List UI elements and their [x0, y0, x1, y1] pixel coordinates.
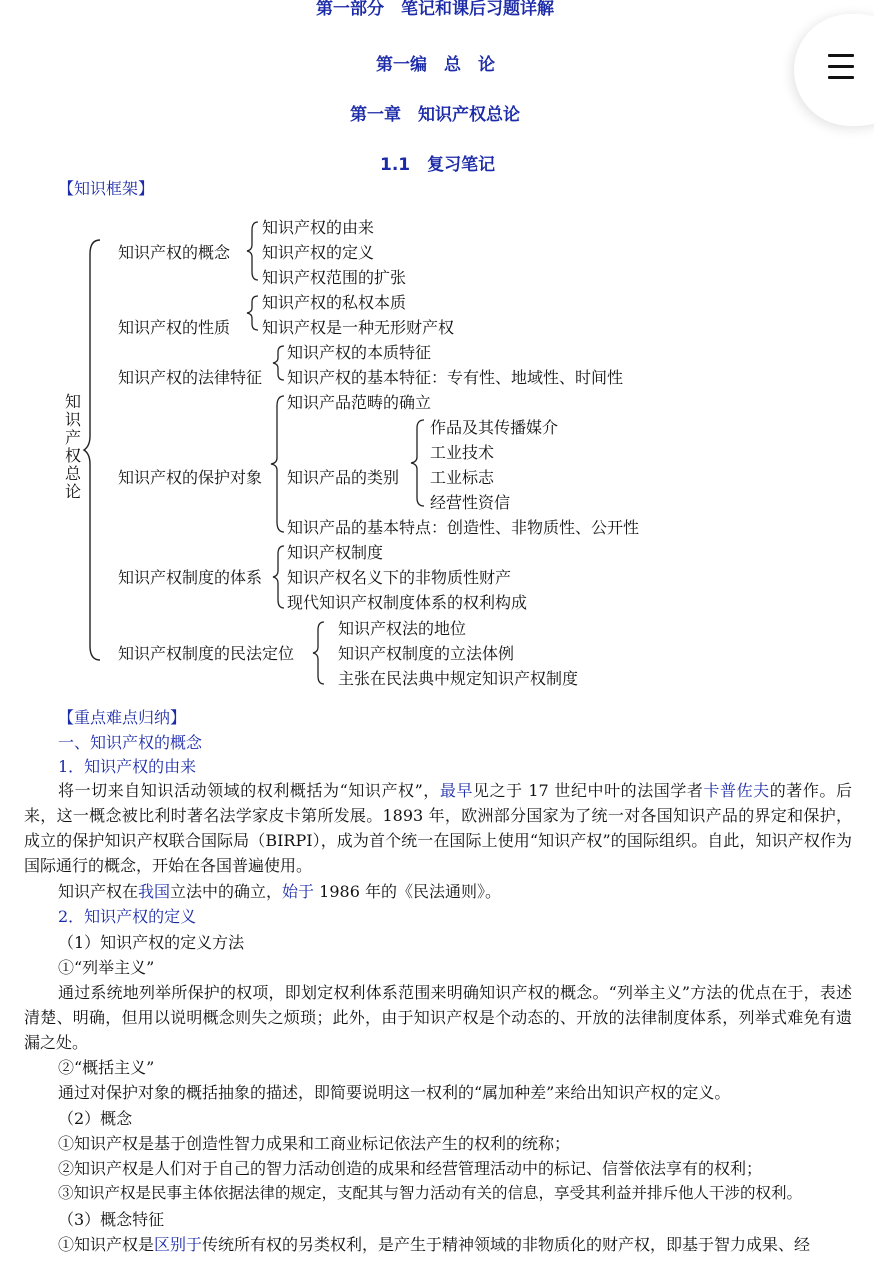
- tree-item: 知识产权范围的扩张: [262, 268, 407, 287]
- highlight-distinct: 区别于: [154, 1235, 203, 1254]
- group-title-protect: 知识产权的保护对象: [118, 468, 263, 487]
- tree-item: 知识产权法的地位: [338, 619, 467, 638]
- group-title-nature: 知识产权的性质: [118, 318, 231, 337]
- text-run: 传统所有权的另类权利，是产生于精神领域的非物质化的财产权，即基于智力成果、经: [202, 1235, 811, 1254]
- notes-label: 【重点难点归纳】: [58, 708, 187, 727]
- brace-concept: [246, 222, 260, 280]
- tree-item: 现代知识产权制度体系的权利构成: [287, 593, 528, 612]
- framework-root: 知识产权总论: [64, 392, 81, 501]
- tree-item: 主张在民法典中规定知识产权制度: [338, 669, 579, 688]
- paragraph-china: [58, 879, 501, 902]
- framework-label: 【知识框架】: [58, 179, 155, 198]
- heading-definition: 2．知识产权的定义: [58, 907, 197, 926]
- tree-subitem: 工业技术: [430, 443, 495, 462]
- tree-item: 知识产权的私权本质: [262, 293, 407, 312]
- text-run: 立法中的确立，: [170, 882, 283, 901]
- heading-concept: [58, 730, 202, 753]
- part-title: 第一部分 笔记和课后习题详解: [316, 0, 554, 19]
- heading-concept-2: （2）概念: [58, 1109, 133, 1128]
- heading-origin: 1．知识产权的由来: [58, 757, 197, 776]
- chapter-title: 第一章 知识产权总论: [350, 105, 520, 125]
- text-run: 将一切来自知识活动领域的权利概括为“知识产权”，: [58, 781, 440, 800]
- brace-nature: [246, 296, 260, 330]
- brace-category: [410, 420, 426, 506]
- tree-item: 知识产权制度的立法体例: [338, 644, 515, 663]
- tree-item: 知识产品范畴的确立: [287, 393, 432, 412]
- group-title-legal: 知识产权的法律特征: [118, 368, 263, 387]
- paragraph-generalization: 通过对保护对象的概括抽象的描述，即简要说明这一权利的“属加种差”来给出知识产权的定义。: [58, 1083, 731, 1102]
- tree-item: 知识产权的本质特征: [287, 343, 432, 362]
- tree-item: 知识产品的类别: [287, 468, 400, 487]
- volume-title: 第一编 总 论: [376, 55, 495, 75]
- text-run: 的著作。后来，这一概念被比利时著名法学家皮卡第所发展。1893 年，欧洲部分国家为了统一对各国知识产品的界定和保护，成立的保护知识产权联合国际局（BIRPI），成为首个统一在国际上使用“知识产权”的国际组织。自此，知识产权作为国际通行的概念，开始在各国普遍使用。: [24, 781, 852, 875]
- group-title-concept: 知识产权的概念: [118, 243, 231, 262]
- concept-item-1: ①知识产权是基于创造性智力成果和工商业标记依法产生的权利的统称；: [58, 1134, 571, 1153]
- text-run: 知识产权在: [58, 882, 139, 901]
- text-run: ①知识产权是: [58, 1235, 155, 1254]
- paragraph-enumeration: 通过系统地列举所保护的权项，即划定权利体系范围来明确知识产权的概念。“列举主义”方法的优点在于，表述清楚、明确，但用以说明概念则失之烦琐；此外，由于知识产权是个动态的、开放的法律制度体系，列举式难免有遗漏之处。: [24, 983, 852, 1052]
- highlight-china: 我国: [138, 882, 171, 901]
- tree-subitem: 工业标志: [430, 468, 495, 487]
- list-item-enumeration: ①“列举主义”: [58, 958, 155, 977]
- brace-legal: [272, 346, 286, 380]
- heading-definition-method: （1）知识产权的定义方法: [58, 933, 245, 952]
- tree-item: 知识产品的基本特点：创造性、非物质性、公开性: [287, 518, 640, 537]
- text-run: 1986 年的《民法通则》。: [314, 882, 501, 901]
- paragraph-origin: [24, 778, 852, 878]
- brace-protect: [270, 396, 286, 532]
- group-title-civil: 知识产权制度的民法定位: [118, 644, 295, 663]
- heading-features: （3）概念特征: [58, 1210, 165, 1229]
- concept-item-3: ③知识产权是民事主体依据法律的规定，支配其与智力活动有关的信息，享受其利益并排斥他人干涉的权利。: [58, 1184, 803, 1202]
- feature-item-1: [58, 1232, 810, 1255]
- tree-item: 知识产权的基本特征：专有性、地域性、时间性: [287, 368, 624, 387]
- tree-item: 知识产权名义下的非物质性财产: [287, 568, 512, 587]
- highlight-person: 卡普佐夫: [703, 781, 770, 800]
- brace-civil: [312, 622, 326, 684]
- tree-subitem: 经营性资信: [430, 493, 511, 512]
- tree-item: 知识产权的由来: [262, 218, 375, 237]
- concept-item-2: ②知识产权是人们对于自己的智力活动创造的成果和经营管理活动中的标记、信誉依法享有的权利；: [58, 1159, 763, 1178]
- tree-item: 知识产权是一种无形财产权: [262, 318, 455, 337]
- text-run: 见之于 17 世纪中叶的法国学者: [473, 781, 704, 800]
- menu-button[interactable]: [794, 14, 874, 126]
- list-item-generalization: ②“概括主义”: [58, 1058, 155, 1077]
- heading-concept-text: 一、知识产权的概念: [58, 733, 203, 752]
- tree-subitem: 作品及其传播媒介: [430, 418, 559, 437]
- highlight-began: 始于: [282, 882, 315, 901]
- brace-system: [272, 546, 286, 608]
- highlight-earliest: 最早: [439, 781, 474, 800]
- tree-item: 知识产权制度: [287, 543, 384, 562]
- group-title-system: 知识产权制度的体系: [118, 568, 263, 587]
- section-title: 1.1 复习笔记: [380, 155, 496, 175]
- tree-item: 知识产权的定义: [262, 243, 375, 262]
- root-brace: [84, 240, 114, 660]
- hamburger-menu-icon: [828, 54, 854, 80]
